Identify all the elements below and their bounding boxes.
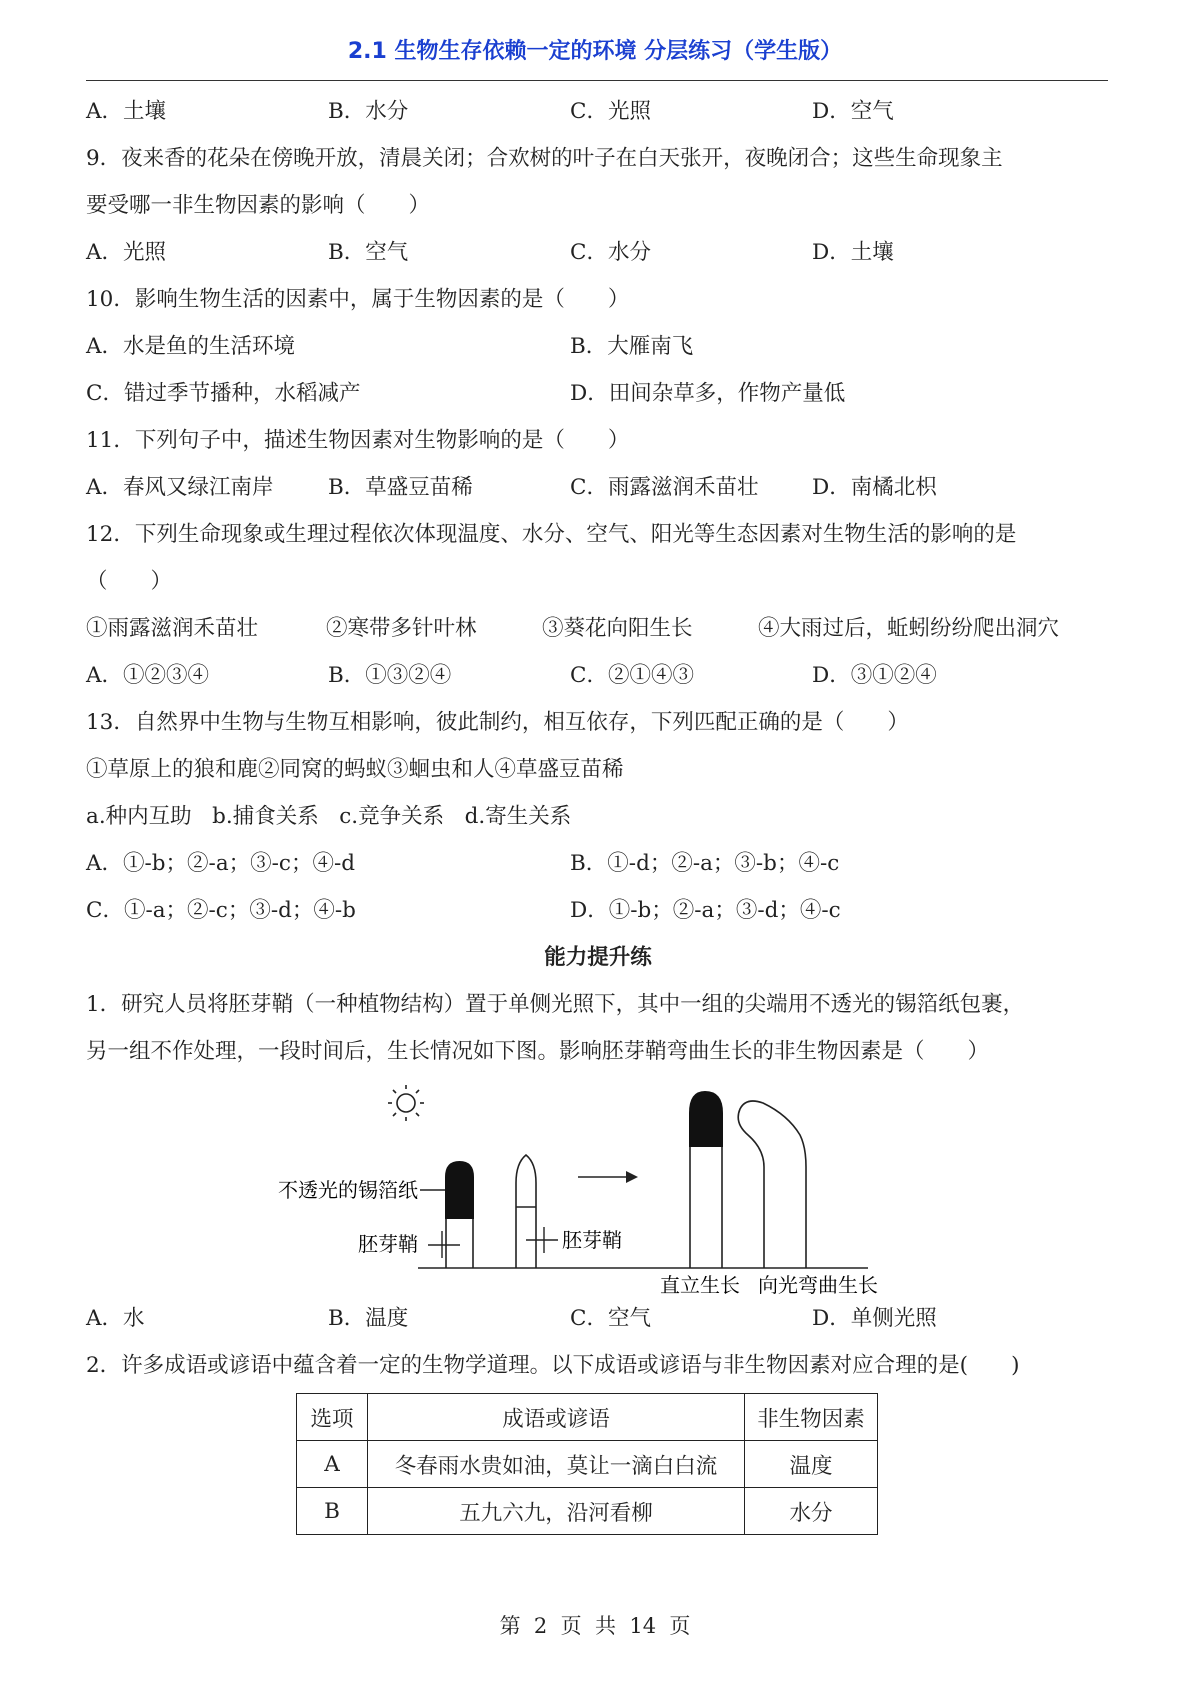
option-c: C．雨露滋润禾苗壮: [570, 475, 759, 500]
table-cell: 五九六九，沿河看柳: [368, 1488, 745, 1535]
table-header: 选项: [297, 1394, 368, 1441]
option-a: A．土壤: [86, 99, 167, 124]
document-body: [86, 88, 1110, 1535]
table-cell: 水分: [745, 1488, 878, 1535]
table-cell: 冬春雨水贵如油，莫让一滴白白流: [368, 1441, 745, 1488]
q11-stem: 11．下列句子中，描述生物因素对生物影响的是（ ）: [86, 428, 630, 453]
option-b: B．水分: [328, 99, 409, 124]
right-coleoptile-label: 胚芽鞘: [562, 1230, 622, 1252]
option-d: D．①-b；②-a；③-d；④-c: [570, 898, 841, 923]
q10-stem: 10．影响生物生活的因素中，属于生物因素的是（ ）: [86, 287, 630, 312]
p1-stem-line2: 另一组不作处理，一段时间后，生长情况如下图。影响胚芽鞘弯曲生长的非生物因素是（ ）: [86, 1039, 990, 1064]
page-title: 2.1 生物生存依赖一定的环境 分层练习（学生版）: [347, 39, 843, 64]
option-c: C．错过季节播种，水稻减产: [86, 381, 361, 406]
option-a: A．①-b；②-a；③-c；④-d: [86, 851, 355, 876]
left-coleoptile-label: 胚芽鞘: [358, 1234, 418, 1256]
option-d: D．土壤: [812, 240, 894, 265]
foil-label: 不透光的锡箔纸: [278, 1180, 418, 1202]
q9-stem-line1: 9．夜来香的花朵在傍晚开放，清晨关闭；合欢树的叶子在白天张开，夜晚闭合；这些生命现象主: [86, 146, 1003, 171]
option-b: B．温度: [328, 1306, 409, 1331]
option-a: A．①②③④: [86, 663, 210, 688]
upright-label: 直立生长: [660, 1275, 740, 1295]
q12-options: [86, 652, 1110, 699]
p1-stem-line1: 1．研究人员将胚芽鞘（一种植物结构）置于单侧光照下，其中一组的尖端用不透光的锡箔纸包裹，: [86, 992, 1025, 1017]
right-arrow-icon: [578, 1171, 638, 1183]
header-divider: [86, 80, 1108, 81]
option-b: B．空气: [328, 240, 409, 265]
table-row: [297, 1441, 878, 1488]
table-cell: A: [297, 1441, 368, 1488]
option-c: C．水分: [570, 240, 651, 265]
option-b: B．①③②④: [328, 663, 452, 688]
table-row: [297, 1488, 878, 1535]
coleoptile-diagram: [268, 1075, 1008, 1295]
q13-items: ①草原上的狼和鹿②同窝的蚂蚁③蛔虫和人④草盛豆苗稀: [86, 757, 624, 782]
table-cell: 温度: [745, 1441, 878, 1488]
p1-options: [86, 1295, 1110, 1342]
item-3: ③葵花向阳生长: [542, 616, 693, 641]
bent-coleoptile: [738, 1101, 806, 1268]
proverb-table: [296, 1393, 878, 1535]
table-header: 非生物因素: [745, 1394, 878, 1441]
option-a: A．光照: [86, 240, 167, 265]
sun-icon: [388, 1085, 424, 1121]
q10-options-row1: [86, 323, 1110, 370]
table-cell: B: [297, 1488, 368, 1535]
option-a: A．水是鱼的生活环境: [86, 334, 296, 359]
q11-options: [86, 464, 1110, 511]
q10-options-row2: [86, 370, 1110, 417]
option-d: D．③①②④: [812, 663, 937, 688]
option-d: D．南橘北枳: [812, 475, 937, 500]
option-c: C．空气: [570, 1306, 651, 1331]
item-2: ②寒带多针叶林: [326, 616, 477, 641]
bend-label: 向光弯曲生长: [758, 1275, 878, 1295]
option-d: D．单侧光照: [812, 1306, 937, 1331]
option-d: D．田间杂草多，作物产量低: [570, 381, 846, 406]
p2-stem: 2．许多成语或谚语中蕴含着一定的生物学道理。以下成语或谚语与非生物因素对应合理的是( ): [86, 1353, 1020, 1378]
table-header-row: [297, 1394, 878, 1441]
foil-wrapped-coleoptile: [445, 1161, 474, 1268]
q12-items: [86, 605, 1110, 652]
q13-options-row1: [86, 840, 1110, 887]
option-c: C．②①④③: [570, 663, 694, 688]
section-title: 能力提升练: [544, 945, 652, 970]
untreated-coleoptile: [516, 1155, 536, 1268]
option-b: B．大雁南飞: [570, 334, 694, 359]
q12-stem-line2: （ ）: [86, 569, 173, 594]
option-d: D．空气: [812, 99, 894, 124]
page-footer: 第 2 页 共 14 页: [499, 1614, 691, 1638]
q13-relations: a.种内互助 b.捕食关系 c.竞争关系 d.寄生关系: [86, 804, 572, 829]
option-b: B．①-d；②-a；③-b；④-c: [570, 851, 840, 876]
q9-options: [86, 229, 1110, 276]
q8-options: [86, 88, 1110, 135]
option-c: C．①-a；②-c；③-d；④-b: [86, 898, 356, 923]
upright-coleoptile: [689, 1091, 723, 1268]
item-1: ①雨露滋润禾苗壮: [86, 616, 259, 641]
q9-stem-line2: 要受哪一非生物因素的影响（ ）: [86, 193, 431, 218]
option-a: A．春风又绿江南岸: [86, 475, 274, 500]
q12-stem-line1: 12．下列生命现象或生理过程依次体现温度、水分、空气、阳光等生态因素对生物生活的影响的是: [86, 522, 1017, 547]
option-a: A．水: [86, 1306, 145, 1331]
q13-stem: 13．自然界中生物与生物互相影响，彼此制约，相互依存，下列匹配正确的是（ ）: [86, 710, 909, 735]
item-4: ④大雨过后，蚯蚓纷纷爬出洞穴: [758, 616, 1060, 641]
option-b: B．草盛豆苗稀: [328, 475, 473, 500]
q13-options-row2: [86, 887, 1110, 934]
option-c: C．光照: [570, 99, 651, 124]
table-header: 成语或谚语: [368, 1394, 745, 1441]
coleoptile-figure: [86, 1075, 1110, 1295]
